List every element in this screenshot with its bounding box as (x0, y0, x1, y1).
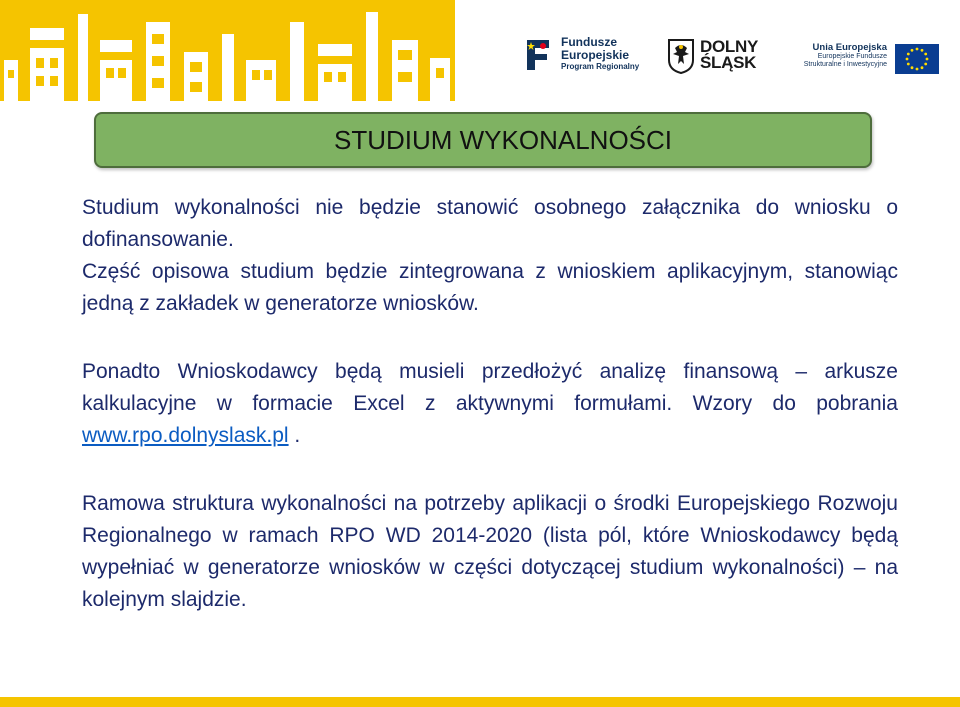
dolny-text: DOLNY (700, 37, 759, 56)
paragraph-4: Ramowa struktura wykonalności na potrzeby aplikacji o środki Europejskiego Rozwoju Regionalnego w ramach RPO WD 2014-2020 (lista pól, które Wnioskodawcy będą wypełniać w generatorze wniosków w części dotyczącej studium wykonalności) – na kolejnym slajdzie. (82, 492, 898, 611)
paragraph-3-text: Ponadto Wnioskodawcy będą musieli przedłożyć analizę finansową – arkusze kalkulacyjne w formacie Excel z aktywnymi formułami. Wzory do pobrania (82, 360, 898, 415)
fundusze-line2: Europejskie (561, 47, 630, 62)
paragraph-3-end: . (288, 424, 301, 447)
paragraph-3 (82, 356, 898, 452)
footer-bar (0, 697, 960, 707)
fundusze-line1: Fundusze (561, 35, 617, 49)
content-body (82, 192, 898, 616)
eu-flag-icon (895, 44, 939, 74)
title-banner (94, 112, 872, 168)
unia-line2: Europejskie Fundusze (817, 53, 887, 61)
header-bar (0, 0, 960, 101)
slask-text: ŚLĄSK (700, 53, 757, 73)
dolny-slask-logo (667, 38, 782, 78)
decorative-band (0, 0, 455, 101)
unia-line1: Unia Europejska (812, 42, 887, 53)
fundusze-flag-icon (521, 38, 555, 72)
logos-area (455, 0, 960, 101)
unia-line3: Strukturalne i Inwestycyjne (803, 61, 887, 69)
paragraph-2: Część opisowa studium będzie zintegrowana z wnioskiem aplikacyjnym, stanowiąc jedną z zakładek w generatorze wniosków. (82, 260, 898, 315)
fundusze-line3: Program Regionalny (561, 62, 640, 72)
rpo-link[interactable]: www.rpo.dolnyslask.pl (82, 424, 289, 447)
unia-europejska-logo (795, 40, 955, 80)
paragraph-1: Studium wykonalności nie będzie stanowić osobnego załącznika do wniosku o dofinansowanie. (82, 196, 898, 251)
decorative-pattern-icon (0, 0, 455, 101)
page-title: STUDIUM WYKONALNOŚCI (333, 124, 673, 155)
eagle-crest-icon (667, 38, 695, 74)
